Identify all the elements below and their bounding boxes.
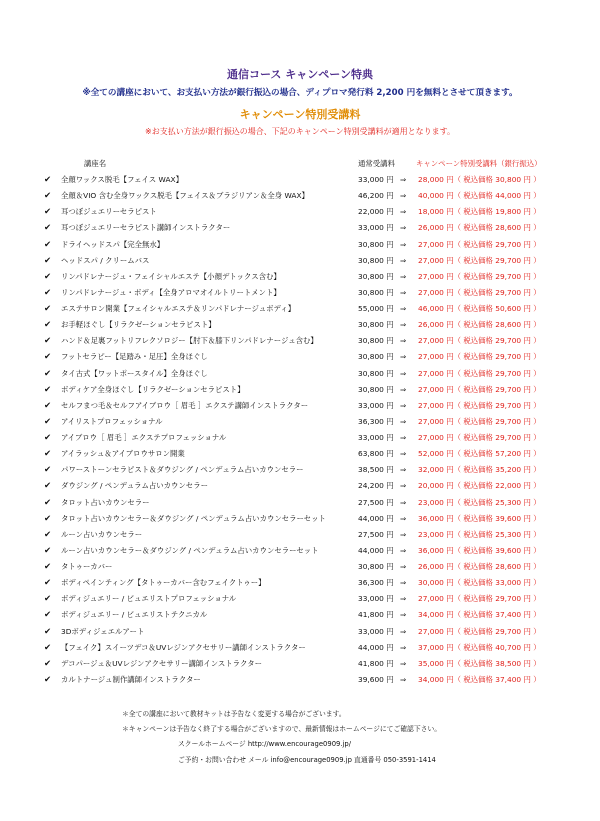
campaign-fee: 27,000 円（ 税込価格 29,700 円 ）	[418, 433, 541, 442]
arrow-icon: ⇒	[400, 658, 407, 668]
course-name: リンパドレナージュ・ボディ【全身アロマオイルトリートメント】	[61, 287, 281, 297]
arrow-icon: ⇒	[400, 433, 407, 442]
regular-fee: 41,800 円	[358, 658, 394, 668]
arrow-icon: ⇒	[400, 529, 407, 539]
course-name: デコパージュ＆UVレジンアクセサリー講師インストラクター	[61, 658, 263, 668]
course-name: フットセラピー【足踏み・足圧】全身ほぐし	[61, 352, 208, 362]
regular-fee: 30,800 円	[358, 352, 394, 362]
table-row	[44, 607, 574, 623]
arrow-icon: ⇒	[400, 287, 407, 297]
campaign-fee: 26,000 円（ 税込価格 28,600 円 ）	[418, 562, 541, 571]
table-row	[44, 640, 574, 656]
arrow-icon: ⇒	[400, 416, 407, 426]
campaign-fee: 27,000 円（ 税込価格 29,700 円 ）	[418, 255, 541, 265]
check-icon: ✔	[44, 320, 52, 331]
arrow-icon: ⇒	[400, 674, 407, 684]
table-row	[44, 446, 574, 462]
course-name: ドライヘッドスパ【完全無水】	[61, 239, 165, 249]
campaign-fee: 27,000 円（ 税込価格 29,700 円 ）	[418, 594, 541, 604]
campaign-fee: 46,000 円（ 税込価格 50,600 円 ）	[418, 304, 541, 313]
campaign-fee: 26,000 円（ 税込価格 28,600 円 ）	[418, 223, 541, 233]
course-name: ボディペインティング【タトゥーカバー含むフェイクトゥー】	[61, 578, 266, 588]
campaign-fee: 18,000 円（ 税込価格 19,800 円 ）	[418, 207, 541, 217]
check-icon: ✔	[44, 594, 52, 605]
regular-fee: 44,000 円	[358, 513, 394, 523]
table-row	[44, 220, 574, 236]
check-icon: ✔	[44, 513, 52, 524]
table-row	[44, 333, 574, 349]
arrow-icon: ⇒	[400, 626, 407, 636]
regular-fee: 33,000 円	[358, 223, 394, 233]
col-regular-fee: 通常受講料	[358, 159, 395, 168]
regular-fee: 46,200 円	[358, 191, 394, 201]
regular-fee: 39,600 円	[358, 674, 394, 684]
arrow-icon: ⇒	[400, 465, 407, 475]
check-icon: ✔	[44, 255, 52, 266]
campaign-fee: 27,000 円（ 税込価格 29,700 円 ）	[418, 400, 541, 410]
col-course-name: 講座名	[84, 159, 107, 168]
table-row	[44, 237, 574, 253]
check-icon: ✔	[44, 191, 52, 202]
regular-fee: 33,000 円	[358, 175, 394, 184]
course-name: パワーストーンセラピスト＆ダウジング / ペンデュラム占いカウンセラー	[61, 465, 304, 475]
check-icon: ✔	[44, 465, 52, 476]
arrow-icon: ⇒	[400, 481, 407, 491]
table-row	[44, 527, 574, 543]
check-icon: ✔	[44, 545, 52, 556]
table-row	[44, 656, 574, 672]
check-icon: ✔	[44, 400, 52, 411]
regular-fee: 24,200 円	[358, 481, 394, 491]
table-row	[44, 172, 574, 188]
arrow-icon: ⇒	[400, 610, 407, 620]
check-icon: ✔	[44, 562, 52, 572]
col-campaign-fee: キャンペーン特別受講料（銀行振込）	[416, 159, 542, 168]
note-campaign-end: ＊キャンペーンは予告なく終了する場合がございますので、最新情報はホームページにてご確認下さい。	[122, 725, 442, 733]
course-name: お手軽ほぐし【リラクゼーションセラピスト】	[61, 320, 216, 330]
regular-fee: 55,000 円	[358, 304, 394, 313]
regular-fee: 30,800 円	[358, 336, 394, 346]
campaign-fee: 27,000 円（ 税込価格 29,700 円 ）	[418, 336, 541, 346]
table-row	[44, 672, 574, 688]
table-row	[44, 543, 574, 559]
check-icon: ✔	[44, 368, 52, 379]
check-icon: ✔	[44, 352, 52, 363]
arrow-icon: ⇒	[400, 545, 407, 555]
table-row	[44, 495, 574, 511]
arrow-icon: ⇒	[400, 239, 407, 249]
regular-fee: 41,800 円	[358, 610, 394, 620]
check-icon: ✔	[44, 336, 52, 347]
course-name: ハンド＆足裏フットリフレクソロジー【肘下＆膝下リンパドレナージュ含む】	[61, 336, 318, 346]
table-row	[44, 624, 574, 640]
campaign-fee: 34,000 円（ 税込価格 37,400 円 ）	[418, 610, 541, 620]
campaign-fee: 27,000 円（ 税込価格 29,700 円 ）	[418, 271, 541, 281]
course-name: ダウジング / ペンデュラム占いカウンセラー	[61, 481, 208, 491]
table-row	[44, 559, 574, 575]
table-row	[44, 462, 574, 478]
campaign-fee: 27,000 円（ 税込価格 29,700 円 ）	[418, 239, 541, 249]
course-name: エステサロン開業【フェイシャルエステ＆リンパドレナージュボディ】	[61, 304, 296, 313]
arrow-icon: ⇒	[400, 497, 407, 507]
table-row	[44, 188, 574, 204]
regular-fee: 30,800 円	[358, 287, 394, 297]
arrow-icon: ⇒	[400, 191, 407, 201]
course-name: 耳つぼジュエリーセラピスト	[61, 207, 157, 217]
regular-fee: 30,800 円	[358, 320, 394, 330]
regular-fee: 33,000 円	[358, 400, 394, 410]
regular-fee: 33,000 円	[358, 594, 394, 604]
check-icon: ✔	[44, 529, 52, 540]
check-icon: ✔	[44, 416, 52, 427]
course-name: カルトナージュ制作講師インストラクター	[61, 674, 201, 684]
regular-fee: 33,000 円	[358, 626, 394, 636]
campaign-fee: 34,000 円（ 税込価格 37,400 円 ）	[418, 674, 541, 684]
campaign-notice: ※お支払い方法が銀行振込の場合、下記のキャンペーン特別受講料が適用となります。	[145, 127, 455, 136]
page-title: 通信コース キャンペーン特典	[226, 68, 374, 81]
check-icon: ✔	[44, 287, 52, 298]
course-name: ルーン占いカウンセラー	[61, 529, 143, 539]
regular-fee: 27,500 円	[358, 497, 394, 507]
regular-fee: 30,800 円	[358, 562, 394, 571]
table-row	[44, 511, 574, 527]
check-icon: ✔	[44, 239, 52, 250]
table-row	[44, 414, 574, 430]
table-row	[44, 285, 574, 301]
arrow-icon: ⇒	[400, 562, 407, 571]
arrow-icon: ⇒	[400, 400, 407, 410]
regular-fee: 30,800 円	[358, 271, 394, 281]
table-row	[44, 478, 574, 494]
table-row	[44, 317, 574, 333]
course-name: アイリストプロフェッショナル	[61, 416, 163, 426]
check-icon: ✔	[44, 223, 52, 234]
arrow-icon: ⇒	[400, 255, 407, 265]
check-icon: ✔	[44, 642, 52, 653]
arrow-icon: ⇒	[400, 304, 407, 313]
campaign-fee: 27,000 円（ 税込価格 29,700 円 ）	[418, 626, 541, 636]
regular-fee: 44,000 円	[358, 545, 394, 555]
regular-fee: 36,300 円	[358, 578, 394, 588]
arrow-icon: ⇒	[400, 384, 407, 394]
table-row	[44, 301, 574, 317]
table-row	[44, 366, 574, 382]
regular-fee: 30,800 円	[358, 239, 394, 249]
course-name: リンパドレナージュ・フェイシャルエステ【小顔デトックス含む】	[61, 271, 281, 281]
arrow-icon: ⇒	[400, 368, 407, 378]
check-icon: ✔	[44, 304, 52, 314]
table-row	[44, 591, 574, 607]
table-row	[44, 430, 574, 446]
table-row	[44, 575, 574, 591]
regular-fee: 22,000 円	[358, 207, 394, 217]
arrow-icon: ⇒	[400, 320, 407, 330]
regular-fee: 27,500 円	[358, 529, 394, 539]
course-name: 3Dボディジェエルアート	[61, 626, 145, 636]
regular-fee: 30,800 円	[358, 368, 394, 378]
course-name: 全顔ワックス脱毛【フェイス WAX】	[61, 175, 183, 184]
arrow-icon: ⇒	[400, 207, 407, 217]
course-name: 【フェイク】スイーツデコ＆UVレジンアクセサリー講師インストラクター	[61, 642, 306, 652]
course-name: ボディケア全身ほぐし【リラクゼーションセラピスト】	[61, 384, 245, 394]
price-table	[44, 158, 574, 688]
arrow-icon: ⇒	[400, 642, 407, 652]
campaign-fee: 52,000 円（ 税込価格 57,200 円 ）	[418, 449, 541, 459]
course-name: ヘッドスパ / クリームバス	[61, 255, 150, 265]
arrow-icon: ⇒	[400, 175, 407, 184]
arrow-icon: ⇒	[400, 336, 407, 346]
course-name: 全顔＆VIO 含む全身ワックス脱毛【フェイス＆ブラジリアン＆全身 WAX】	[61, 191, 309, 201]
check-icon: ✔	[44, 674, 52, 685]
check-icon: ✔	[44, 449, 52, 460]
campaign-fee: 27,000 円（ 税込価格 29,700 円 ）	[418, 368, 541, 378]
arrow-icon: ⇒	[400, 271, 407, 281]
course-name: タロット占いカウンセラー＆ダウジング / ペンデュラム占いカウンセラーセット	[61, 513, 326, 523]
campaign-title: キャンペーン特別受講料	[239, 108, 361, 121]
regular-fee: 30,800 円	[358, 384, 394, 394]
campaign-fee: 37,000 円（ 税込価格 40,700 円 ）	[418, 642, 541, 652]
check-icon: ✔	[44, 481, 52, 492]
campaign-fee: 36,000 円（ 税込価格 39,600 円 ）	[418, 545, 541, 555]
check-icon: ✔	[44, 384, 52, 395]
check-icon: ✔	[44, 175, 52, 185]
arrow-icon: ⇒	[400, 352, 407, 362]
table-row	[44, 269, 574, 285]
regular-fee: 36,300 円	[358, 416, 394, 426]
course-name: アイラッシュ＆アイブロウサロン開業	[61, 449, 185, 459]
course-name: セルフまつ毛＆セルフアイブロウ［ 眉毛 ］エクステ講師インストラクター	[61, 400, 309, 410]
course-name: ボディジュエリー / ビュエリストプロフェッショナル	[61, 594, 237, 604]
course-name: 耳つぼジュエリーセラピスト講師インストラクター	[61, 223, 231, 233]
regular-fee: 44,000 円	[358, 642, 394, 652]
table-row	[44, 398, 574, 414]
campaign-fee: 32,000 円（ 税込価格 35,200 円 ）	[418, 465, 541, 475]
check-icon: ✔	[44, 658, 52, 669]
course-name: タイ古式【ワットポースタイル】全身ほぐし	[61, 368, 208, 378]
campaign-fee: 35,000 円（ 税込価格 38,500 円 ）	[418, 658, 541, 668]
campaign-fee: 36,000 円（ 税込価格 39,600 円 ）	[418, 513, 541, 523]
course-name: タトゥーカバー	[61, 562, 113, 571]
campaign-fee: 23,000 円（ 税込価格 25,300 円 ）	[418, 529, 541, 539]
table-row	[44, 349, 574, 365]
homepage-link[interactable]: スクールホームページ http://www.encourage0909.jp/	[178, 740, 351, 748]
check-icon: ✔	[44, 271, 52, 282]
table-row	[44, 382, 574, 398]
note-kit: ＊全ての講座において教材キットは予告なく変更する場合がございます。	[122, 710, 346, 718]
contact-info: ご予約・お問い合わせ メール info@encourage0909.jp 直通番号 050-3591-1414	[178, 756, 436, 764]
arrow-icon: ⇒	[400, 223, 407, 233]
course-name: ボディジュエリー / ビュエリストテクニカル	[61, 610, 208, 620]
arrow-icon: ⇒	[400, 578, 407, 588]
check-icon: ✔	[44, 433, 52, 443]
table-row	[44, 204, 574, 220]
campaign-fee: 23,000 円（ 税込価格 25,300 円 ）	[418, 497, 541, 507]
campaign-fee: 28,000 円（ 税込価格 30,800 円 ）	[418, 175, 541, 184]
check-icon: ✔	[44, 626, 52, 637]
regular-fee: 63,800 円	[358, 449, 394, 459]
campaign-fee: 26,000 円（ 税込価格 28,600 円 ）	[418, 320, 541, 330]
course-name: ルーン占いカウンセラー＆ダウジング / ペンデュラム占いカウンセラーセット	[61, 545, 319, 555]
arrow-icon: ⇒	[400, 513, 407, 523]
campaign-fee: 30,000 円（ 税込価格 33,000 円 ）	[418, 578, 541, 588]
regular-fee: 33,000 円	[358, 433, 394, 442]
campaign-fee: 27,000 円（ 税込価格 29,700 円 ）	[418, 384, 541, 394]
campaign-fee: 27,000 円（ 税込価格 29,700 円 ）	[418, 352, 541, 362]
regular-fee: 38,500 円	[358, 465, 394, 475]
course-name: タロット占いカウンセラー	[61, 497, 150, 507]
campaign-fee: 27,000 円（ 税込価格 29,700 円 ）	[418, 416, 541, 426]
check-icon: ✔	[44, 497, 52, 508]
course-name: アイブロウ［ 眉毛 ］エクステプロフェッショナル	[61, 433, 227, 442]
regular-fee: 30,800 円	[358, 255, 394, 265]
arrow-icon: ⇒	[400, 449, 407, 459]
table-body	[44, 172, 574, 688]
check-icon: ✔	[44, 578, 52, 589]
table-row	[44, 253, 574, 269]
campaign-fee: 40,000 円（ 税込価格 44,000 円 ）	[418, 191, 541, 201]
campaign-fee: 20,000 円（ 税込価格 22,000 円 ）	[418, 481, 541, 491]
check-icon: ✔	[44, 207, 52, 218]
campaign-fee: 27,000 円（ 税込価格 29,700 円 ）	[418, 287, 541, 297]
check-icon: ✔	[44, 610, 52, 621]
table-header	[44, 158, 574, 172]
diploma-notice: ※全ての講座において、お支払い方法が銀行振込の場合、ディプロマ発行料 2,200 円を無料とさせて頂きます。	[82, 88, 518, 98]
arrow-icon: ⇒	[400, 594, 407, 604]
